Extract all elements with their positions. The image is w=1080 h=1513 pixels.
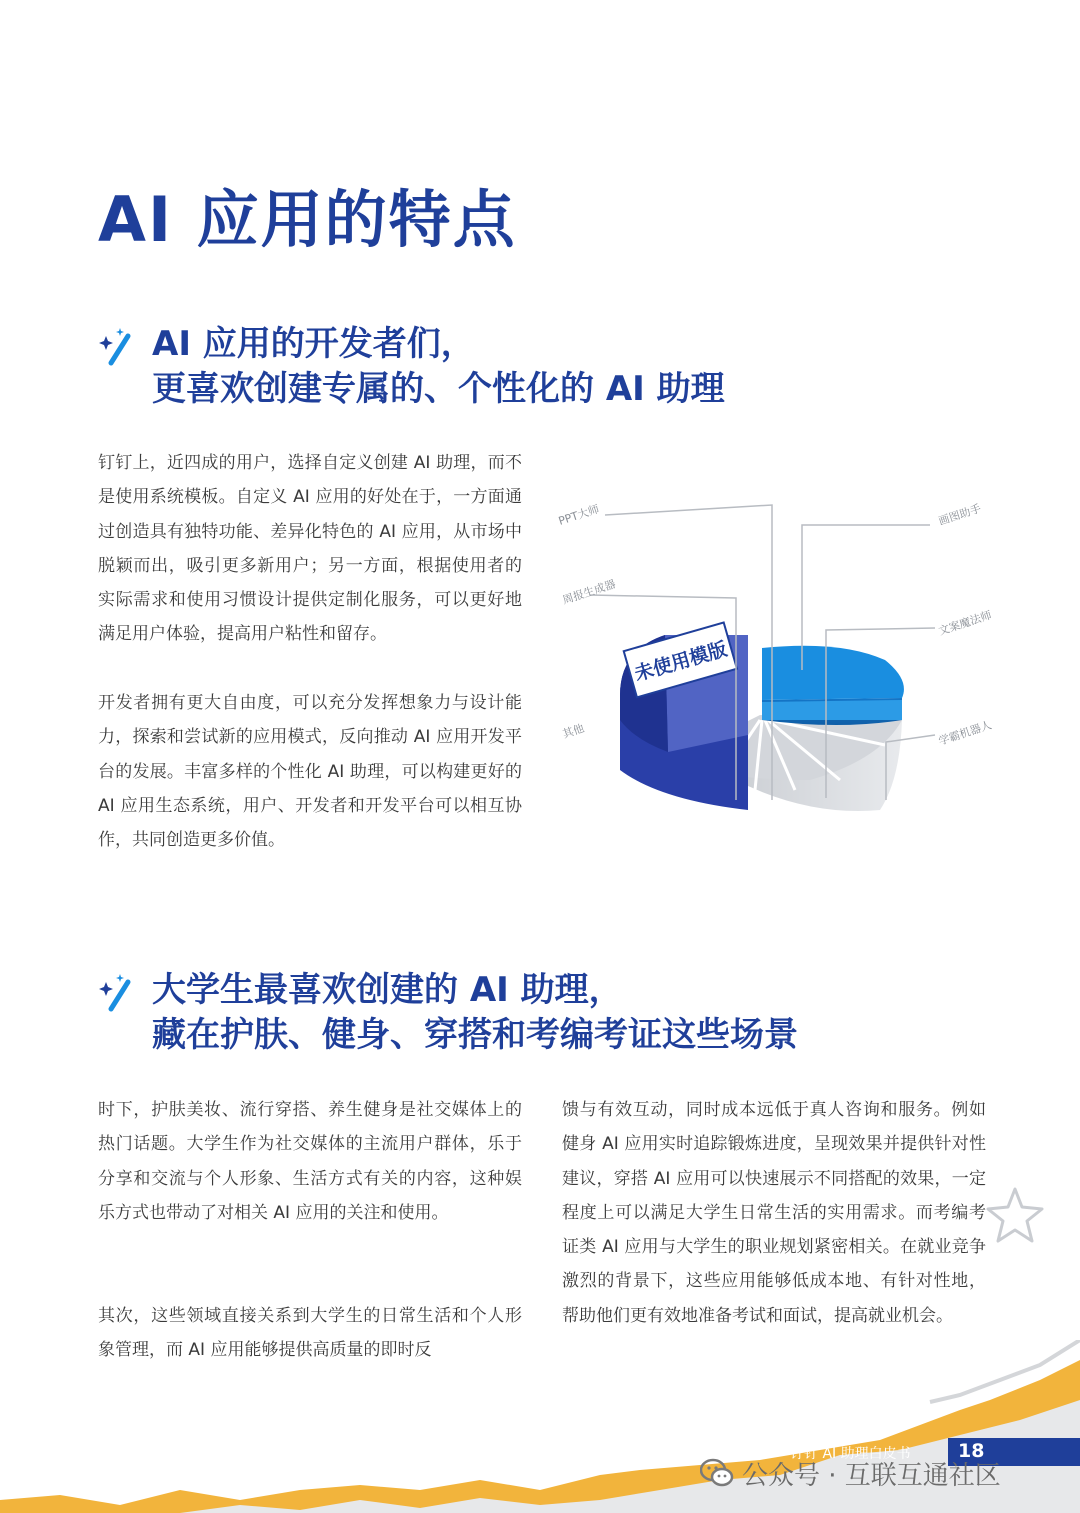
chart-label-other: 其他 bbox=[560, 721, 586, 741]
wechat-icon bbox=[700, 1458, 734, 1488]
sparkle-icon bbox=[98, 972, 134, 1012]
chart-label-weekly: 周报生成器 bbox=[560, 577, 618, 607]
chart-label-ppt: PPT大师 bbox=[556, 502, 601, 528]
template-usage-pie-chart bbox=[540, 480, 1080, 840]
section2-left-paragraph1: 时下，护肤美妆、流行穿搭、养生健身是社交媒体上的热门话题。大学生作为社交媒体的主流用户群体，乐于分享和交流与个人形象、生活方式有关的内容，这种娱乐方式也带动了对相关 AI 应用的关注和使用。 bbox=[98, 1100, 522, 1223]
star-outline-icon bbox=[985, 1185, 1047, 1245]
chart-label-copy: 文案魔法师 bbox=[936, 608, 994, 638]
pie-slice-main bbox=[762, 646, 904, 700]
chart-label-draw: 画图助手 bbox=[936, 501, 983, 528]
section1-paragraph1: 钉钉上，近四成的用户，选择自定义创建 AI 助理，而不是使用系统模板。自定义 AI 应用的好处在于，一方面通过创造具有独特功能、差异化特色的 AI 应用，从市场中脱颖而出，吸引更多新用户；另一方面，根据使用者的实际需求和使用习惯设计提供定制化服务，可以更好地满足用户体验，提高用户粘性和留存。 bbox=[98, 453, 522, 645]
chart-label-tutor: 学霸机器人 bbox=[936, 718, 994, 748]
section2-left-paragraph2: 其次，这些领域直接关系到大学生的日常生活和个人形象管理，而 AI 应用能够提供高质量的即时反 bbox=[98, 1306, 522, 1361]
highlight-label: 未使用模版 bbox=[632, 638, 730, 686]
section2-heading-line1: 大学生最喜欢创建的 AI 助理， bbox=[152, 970, 623, 1010]
sparkle-icon bbox=[98, 326, 134, 366]
page-number: 18 bbox=[958, 1440, 985, 1462]
footer-doc-title: 钉钉 AI 助理白皮书 bbox=[790, 1446, 911, 1462]
section2-heading-line2: 藏在护肤、健身、穿搭和考编考证这些场景 bbox=[152, 1015, 798, 1055]
section1-heading-line2: 更喜欢创建专属的、个性化的 AI 助理 bbox=[152, 369, 725, 409]
section2-right-paragraph: 馈与有效互动，同时成本远低于真人咨询和服务。例如健身 AI 应用实时追踪锻炼进度，呈现效果并提供针对性建议，穿搭 AI 应用可以快速展示不同搭配的效果，一定程度上可以满足大学生日常生活的实用需求。而考编考证类 AI 应用与大学生的职业规划紧密相关。在就业竞争激烈的背景下，这些应用能够低成本地、有针对性地，帮助他们更有效地准备考试和面试，提高就业机会。 bbox=[562, 1100, 986, 1326]
pie-slice-main-edge bbox=[762, 700, 902, 720]
watermark-text: 公众号 · 互联互通社区 bbox=[742, 1461, 1001, 1491]
section1-heading-line1: AI 应用的开发者们， bbox=[152, 324, 475, 364]
page-title: AI 应用的特点 bbox=[98, 183, 517, 256]
section1-paragraph2: 开发者拥有更大自由度，可以充分发挥想象力与设计能力，探索和尝试新的应用模式，反向推动 AI 应用开发平台的发展。丰富多样的个性化 AI 助理，可以构建更好的 AI 应用生态系统，用户、开发者和开发平台可以相互协作，共同创造更多价值。 bbox=[98, 693, 522, 851]
